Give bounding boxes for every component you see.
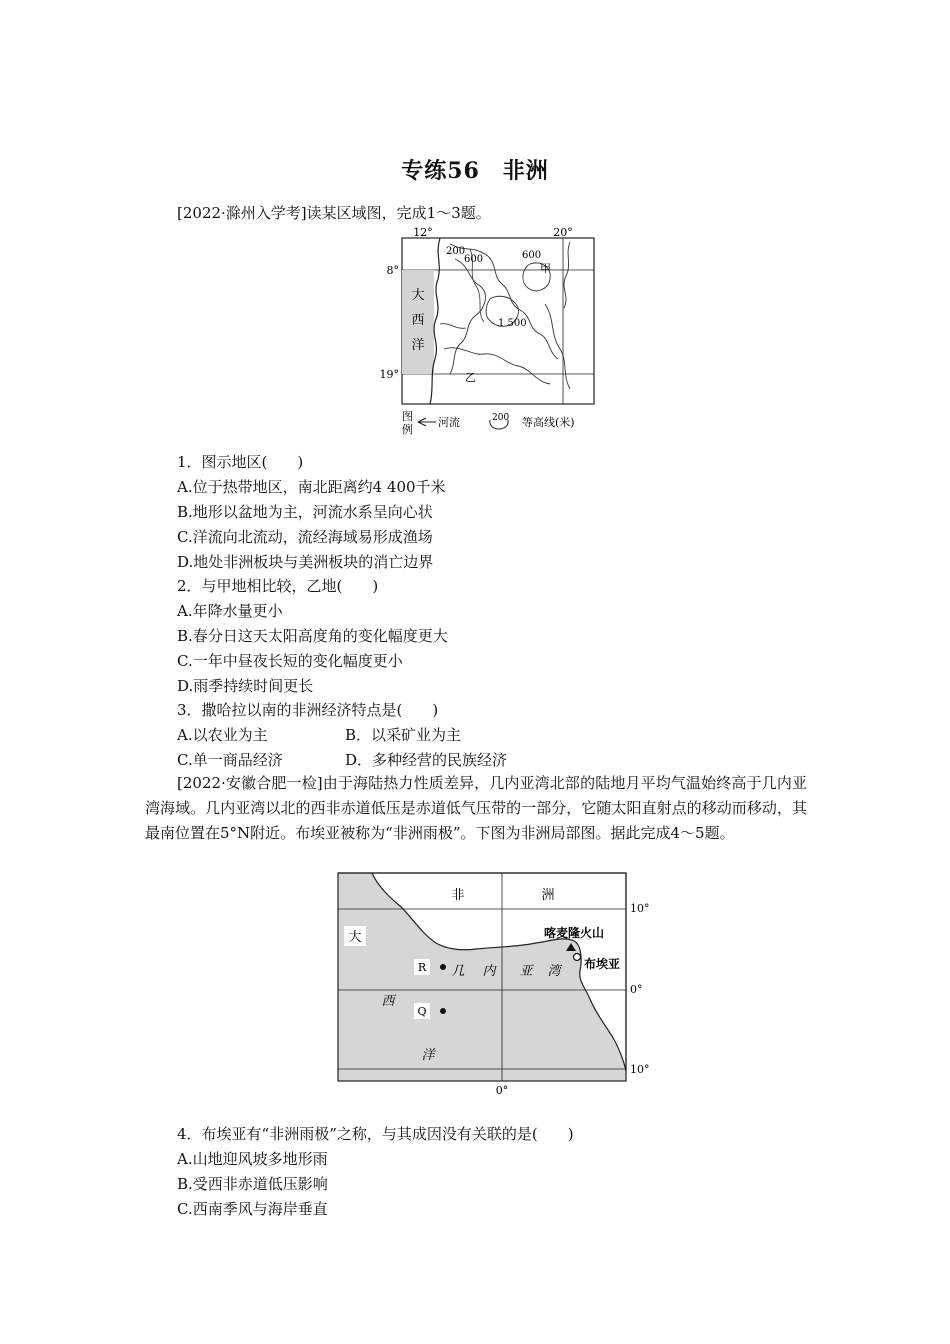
map1-place-jia: 甲	[540, 262, 551, 275]
q4-stem: 4．布埃亚有“非洲雨极”之称，与其成因没有关联的是( )	[177, 1125, 574, 1143]
map2-land-char-2: 洲	[541, 888, 555, 903]
q2-option-b: B.春分日这天太阳高度角的变化幅度更大	[177, 627, 448, 645]
map1-contour-e	[545, 304, 570, 389]
q1-option-d: D.地处非洲板块与美洲板块的消亡边界	[177, 553, 434, 571]
q2-option-d: D.雨季持续时间更长	[177, 677, 314, 695]
page-title: 专练56 非洲	[401, 158, 549, 184]
map2-lat-top-label: 10°	[630, 902, 650, 915]
map1-contour-label-4: 1 500	[498, 318, 527, 329]
q3-option-a: A.以农业为主	[177, 726, 268, 744]
map1-ocean-char-3: 洋	[411, 338, 425, 353]
map1-legend-label-1: 图	[402, 410, 413, 423]
map1-lon-right-label: 20°	[553, 226, 573, 239]
map2-land-char-1: 非	[451, 888, 465, 903]
map1-ocean-char-1: 大	[411, 288, 425, 303]
map1-legend-contour-value: 200	[492, 413, 510, 423]
river-legend-icon	[418, 418, 436, 426]
map2-ocean-char-1: 大	[348, 930, 362, 945]
map1-legend-contour: 等高线(米)	[522, 416, 575, 429]
map1-contour-label-2: 600	[464, 254, 484, 265]
map2-point-q: Q	[417, 1005, 427, 1018]
map2-point-q-dot	[440, 1008, 446, 1014]
map2-gulf-char-2: 内	[482, 964, 496, 979]
q4-option-a: A.山地迎风坡多地形雨	[177, 1150, 328, 1168]
map1-lat-bottom-label: 19°	[380, 368, 399, 381]
map2-gulf-char-3: 亚	[519, 964, 533, 979]
q3-option-b: B．以采矿业为主	[345, 726, 462, 744]
q3-option-c: C.单一商品经济	[177, 751, 283, 769]
q3-option-d: D．多种经营的民族经济	[345, 751, 508, 769]
map1-contour-f	[444, 348, 550, 384]
map2-volcano-label: 喀麦隆火山	[543, 926, 605, 940]
map2-gulf-char-4: 湾	[547, 964, 561, 979]
q3-options-row-1	[177, 725, 462, 745]
map2-lat-bottom-label: 10°	[630, 1063, 650, 1076]
intro-1: [2022·滁州入学考]读某区域图，完成1～3题。	[177, 204, 491, 222]
region-map-2	[336, 871, 666, 1097]
map1-place-yi: 乙	[465, 371, 476, 384]
q1-option-b: B.地形以盆地为主，河流水系呈向心状	[177, 503, 433, 521]
map1-lat-top-label: 8°	[386, 264, 399, 277]
intro-2: [2022·安徽合肥一检]由于海陆热力性质差异，几内亚湾北部的陆地月平均气温始终高于几内亚湾海域。几内亚湾以北的西非赤道低压是赤道低气压带的一部分，它随太阳直射点的移动而移动，其最南位置在5°N附近。布埃亚被称为“非洲雨极”。下图为非洲局部图。据此完成4～5题。	[145, 774, 807, 842]
map1-lon-left-label: 12°	[413, 226, 433, 239]
q1-option-c: C.洋流向北流动，流经海域易形成渔场	[177, 528, 433, 546]
q2-stem: 2．与甲地相比较，乙地( )	[177, 577, 379, 595]
q2-option-a: A.年降水量更小	[177, 602, 283, 620]
region-map-1	[380, 224, 620, 439]
map2-city-label: 布埃亚	[583, 957, 621, 971]
q1-stem: 1．图示地区( )	[177, 453, 304, 471]
map1-contour-b	[450, 259, 485, 374]
q4-option-c: C.西南季风与海岸垂直	[177, 1200, 328, 1218]
map1-legend-river: 河流	[438, 416, 460, 429]
map2-lon-mid-label: 0°	[495, 1084, 509, 1097]
map2-gulf-char-1: 几	[451, 964, 465, 979]
map1-ocean-char-2: 西	[411, 313, 425, 328]
map1-contour-label-3: 600	[522, 250, 542, 261]
q1-option-a: A.位于热带地区，南北距离约4 400千米	[177, 478, 446, 496]
map2-point-r-dot	[440, 964, 446, 970]
q3-stem: 3．撒哈拉以南的非洲经济特点是( )	[177, 701, 439, 719]
q2-option-c: C.一年中昼夜长短的变化幅度更小	[177, 652, 403, 670]
map1-contour-label-1: 200	[446, 246, 466, 257]
q3-options-row-2	[177, 750, 508, 770]
q4-option-b: B.受西非赤道低压影响	[177, 1175, 328, 1193]
city-icon	[574, 954, 581, 961]
map1-river-a	[564, 242, 570, 308]
map2-ocean-char-3: 洋	[421, 1048, 435, 1063]
map2-point-r: R	[417, 961, 427, 974]
map2-ocean-char-2: 西	[381, 994, 395, 1009]
map1-river-c	[440, 324, 466, 329]
map2-lat-mid-label: 0°	[630, 983, 643, 996]
map1-legend-label-2: 例	[402, 423, 413, 436]
